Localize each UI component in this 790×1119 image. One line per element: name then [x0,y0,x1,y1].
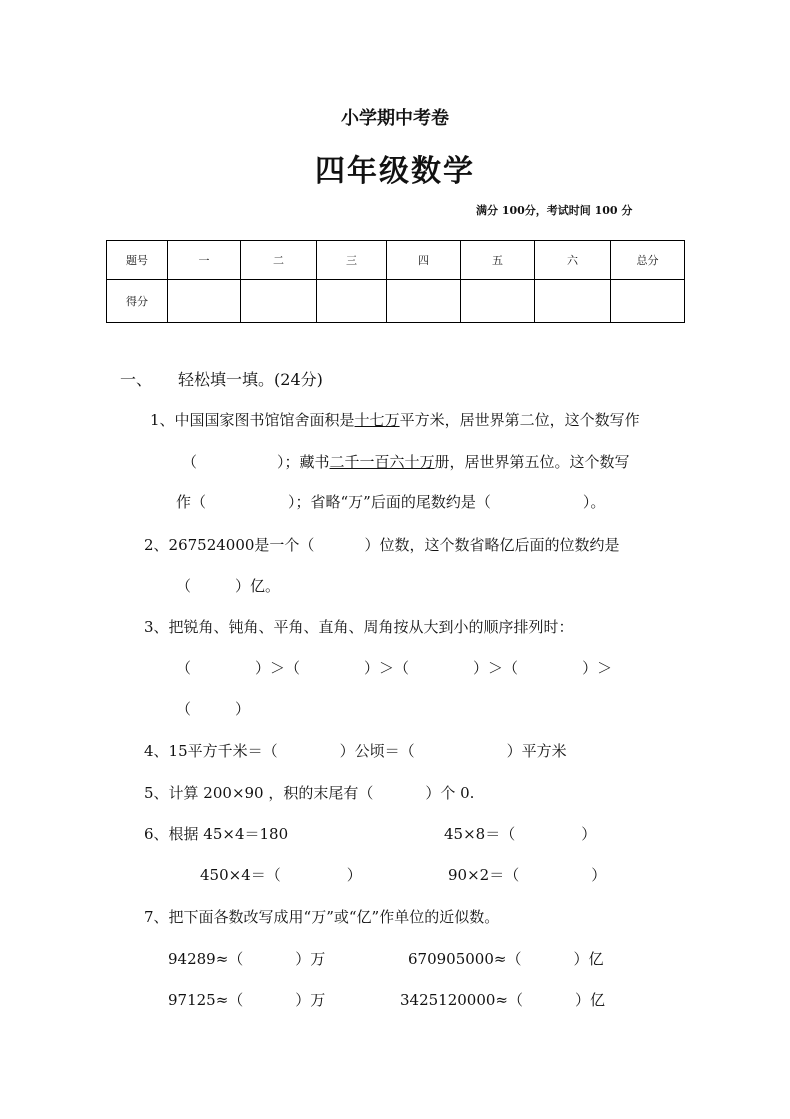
question-7-row-2b [400,989,605,1010]
question-6-part-a [444,823,596,844]
score-cell-label: 得分 [107,280,168,323]
question-2-line-1 [144,534,619,555]
q1-text: ）；藏书 [277,453,330,471]
exam-subtitle: 小学期中考卷 [341,108,449,129]
q7-text: ）亿 [573,950,604,968]
q3-text: ）＞（ [255,659,301,677]
question-3-line-3 [176,698,250,719]
q1-underlined-books: 二千一百六十万 [329,453,435,471]
score-cell-label: 题号 [107,241,168,280]
q1-text: 1、中国国家图书馆馆舍面积是 [150,411,355,429]
q6-text: 45×8＝（ [444,825,516,843]
question-1-line-2 [182,451,630,472]
q7-text: 7、把下面各数改写成用“万”或“亿”作单位的近似数。 [144,908,500,926]
question-1-line-3 [176,491,605,512]
score-cell-blank[interactable] [611,280,685,323]
question-6-part-c [448,864,606,885]
q3-text: ） [235,700,251,718]
q1-text: 册，居世界第五位。这个数写 [434,453,630,471]
q3-text: ）＞（ [364,659,410,677]
score-cell-header: 六 [535,241,611,280]
question-1-line-1 [150,409,640,430]
q2-text: ）位数，这个数省略亿后面的位数约是 [364,536,620,554]
question-3-line-2 [176,657,612,678]
score-cell-blank[interactable] [317,280,387,323]
q4-text: 4、15平方千米＝（ [144,742,278,760]
q7-text: ）亿 [575,991,606,1009]
q2-text: （ [176,577,192,595]
score-cell-header: 一 [168,241,241,280]
question-6-part-b [200,864,362,885]
q6-text: ） [346,866,362,884]
question-4 [144,740,567,761]
score-cell-header: 三 [317,241,387,280]
q6-text: 90×2＝（ [448,866,520,884]
section-number: 一、 [120,370,153,389]
score-cell-header: 五 [461,241,535,280]
score-cell-blank[interactable] [168,280,241,323]
q1-text: 作（ [176,493,207,511]
q6-text: ） [591,866,607,884]
question-7-row-1b [408,948,603,969]
q7-text: ）万 [295,991,326,1009]
q6-text: 450×4＝（ [200,866,281,884]
q7-text: 670905000≈（ [408,950,522,968]
q7-text: 94289≈（ [168,950,244,968]
score-table-score-row [107,280,685,323]
score-cell-blank[interactable] [461,280,535,323]
score-cell-blank[interactable] [241,280,317,323]
score-table-header-row [107,241,685,280]
q4-text: ）平方米 [506,742,567,760]
question-5 [144,782,474,803]
q6-text: ） [581,825,597,843]
score-cell-header: 四 [387,241,461,280]
exam-title: 四年级数学 [315,154,475,189]
section-heading [120,367,323,390]
score-cell-blank[interactable] [535,280,611,323]
q3-text: （ [176,700,192,718]
q7-text: 97125≈（ [168,991,244,1009]
q7-text: 3425120000≈（ [400,991,524,1009]
question-6-given [144,823,288,844]
score-cell-header: 总分 [611,241,685,280]
question-7-row-2a [168,989,325,1010]
q3-text: ）＞ [582,659,613,677]
q2-text: ）亿。 [235,577,281,595]
exam-note: 满分 100分，考试时间 100 分 [476,204,633,217]
q1-paren-open: （ [182,453,198,471]
q2-text: 2、267524000是一个（ [144,536,315,554]
q3-text: （ [176,659,192,677]
q1-text: ）；省略“万”后面的尾数约是（ [288,493,491,511]
q3-text: 3、把锐角、钝角、平角、直角、周角按从大到小的顺序排列时： [144,618,574,636]
score-table [106,240,685,323]
q5-text: ）个 0. [425,784,475,802]
q1-text: 平方米，居世界第二位，这个数写作 [399,411,640,429]
q1-underlined-area: 十七万 [354,411,400,429]
question-7 [144,906,499,927]
q1-text: ）。 [582,493,606,511]
q3-text: ）＞（ [473,659,519,677]
score-cell-header: 二 [241,241,317,280]
section-title: 轻松填一填。(24分) [178,370,323,389]
q6-text: 6、根据 45×4＝180 [144,825,289,843]
question-3-line-1 [144,616,574,637]
question-2-line-2 [176,575,280,596]
q5-text: 5、计算 200×90 ，积的末尾有（ [144,784,374,802]
question-7-row-1a [168,948,325,969]
q7-text: ）万 [295,950,326,968]
q4-text: ）公顷＝（ [339,742,415,760]
score-cell-blank[interactable] [387,280,461,323]
